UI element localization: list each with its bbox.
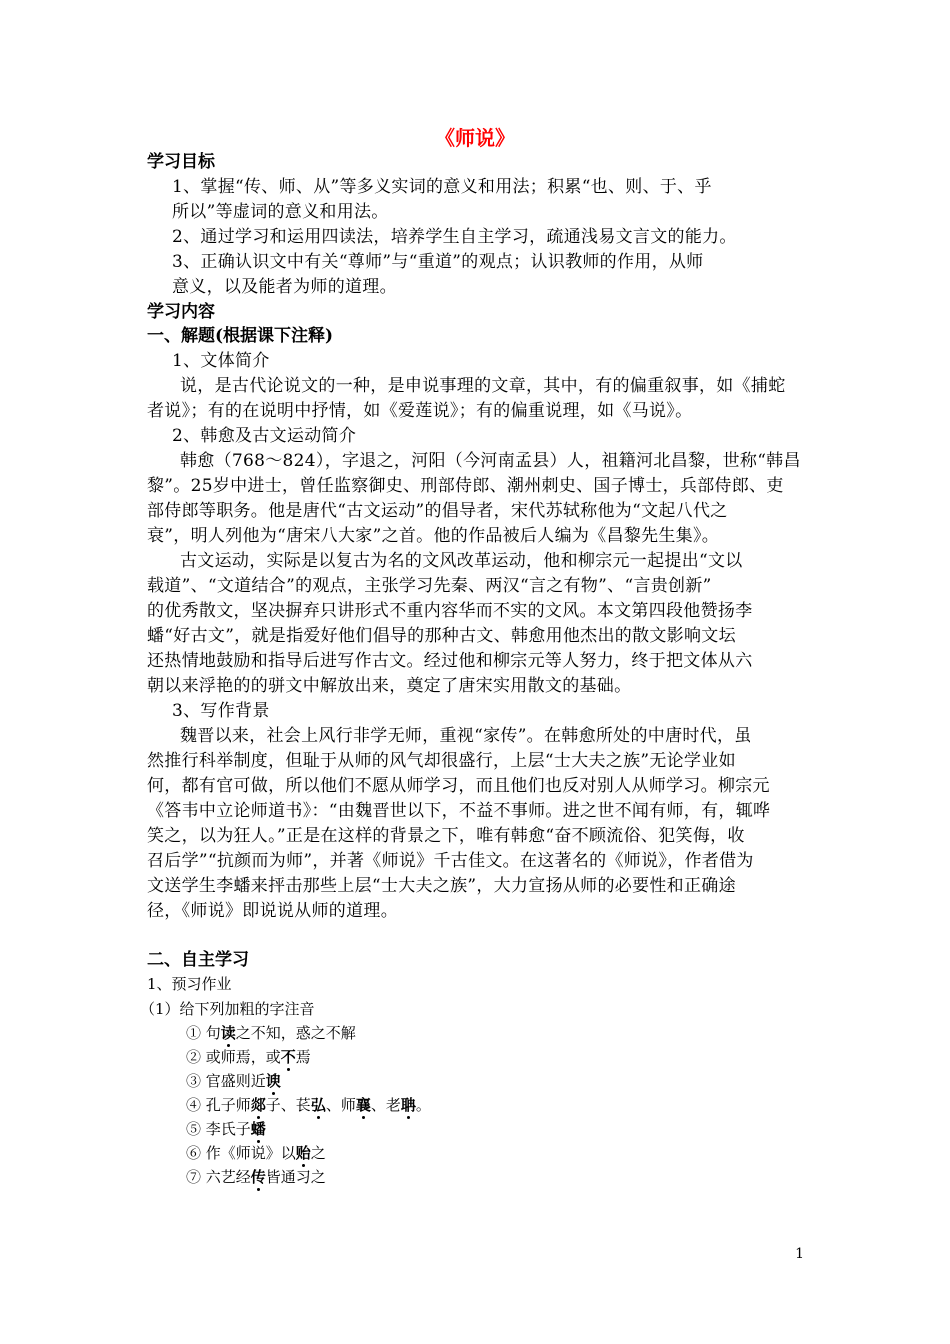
item-text: 子、苌 bbox=[265, 1096, 311, 1114]
paragraph-line: 者说》；有的在说明中抒情，如《爱莲说》；有的偏重说理，如《马说》。 bbox=[147, 401, 693, 421]
emphasized-character: 蟠 bbox=[250, 1120, 266, 1138]
emphasized-character: 读 bbox=[220, 1024, 236, 1042]
goal-2: 2、通过学习和运用四读法，培养学生自主学习，疏通浅易文言文的能力。 bbox=[172, 227, 737, 247]
paragraph-line: 何，都有官可做，所以他们不愿从师学习，而且他们也反对别人从师学习。柳宗元 bbox=[147, 776, 770, 796]
goal-3-line-2: 意义，以及能者为师的道理。 bbox=[172, 277, 397, 297]
paragraph-line: 载道”、“文道结合”的观点，主张学习先秦、两汉“言之有物”、“言贵创新” bbox=[147, 576, 712, 596]
item-text: ③ 官盛则近 bbox=[186, 1072, 266, 1090]
item-text: ② 或师焉，或 bbox=[186, 1048, 281, 1066]
emphasized-character: 传 bbox=[250, 1168, 266, 1186]
item-text: ⑤ 李氏子 bbox=[186, 1120, 251, 1138]
goals-heading: 学习目标 bbox=[147, 152, 215, 172]
emphasized-character: 弘 bbox=[310, 1096, 326, 1114]
paragraph-line: 古文运动，实际是以复古为名的文风改革运动，他和柳宗元一起提出“文以 bbox=[180, 551, 743, 571]
paragraph-line: 文送学生李蟠来抨击那些上层“士大夫之族”，大力宣扬从师的必要性和正确途 bbox=[147, 876, 736, 896]
emphasized-character: 郯 bbox=[250, 1096, 266, 1114]
paragraph-line: 衰”，明人列他为“唐宋八大家”之首。他的作品被后人编为《昌黎先生集》。 bbox=[147, 526, 720, 546]
subsection-3-heading: 3、写作背景 bbox=[172, 701, 270, 721]
subsection-1-heading: 1、文体简介 bbox=[172, 351, 270, 371]
paragraph-line: 然推行科举制度，但耻于从师的风气却很盛行，上层“士大夫之族”无论学业如 bbox=[147, 751, 736, 771]
page-number: 1 bbox=[795, 1246, 804, 1262]
preview-heading: 1、预习作业 bbox=[147, 975, 232, 993]
item-text: ④ 孔子师 bbox=[186, 1096, 251, 1114]
paragraph-line: 部侍郎等职务。他是唐代“古文运动”的倡导者，宋代苏轼称他为“文起八代之 bbox=[147, 501, 728, 521]
emphasized-character: 不 bbox=[280, 1048, 296, 1066]
paragraph-line: 《答韦中立论师道书》：“由魏晋世以下，不益不事师。进之世不闻有师，有，辄哗 bbox=[147, 801, 771, 821]
item-text: ⑥ 作《师说》以 bbox=[186, 1144, 296, 1162]
paragraph-line: 的优秀散文，坚决摒弃只讲形式不重内容华而不实的文风。本文第四段他赞扬李 bbox=[147, 601, 753, 621]
emphasized-character: 聃 bbox=[400, 1096, 416, 1114]
paragraph-line: 蟠“好古文”，就是指爱好他们倡导的那种古文、韩愈用他杰出的散文影响文坛 bbox=[147, 626, 736, 646]
subsection-2-heading: 2、韩愈及古文运动简介 bbox=[172, 426, 357, 446]
document-title: 《师说》 bbox=[435, 126, 515, 150]
section-1-heading: 一、解题(根据课下注释) bbox=[147, 326, 334, 346]
pronunciation-item bbox=[186, 1046, 311, 1068]
pronunciation-item bbox=[186, 1070, 281, 1092]
emphasized-character: 贻 bbox=[295, 1144, 311, 1162]
paragraph-line: 笑之，以为狂人。”正是在这样的背景之下，唯有韩愈“奋不顾流俗、犯笑侮，收 bbox=[147, 826, 745, 846]
pronunciation-item bbox=[186, 1166, 326, 1188]
item-text: 焉 bbox=[295, 1048, 311, 1066]
paragraph-line: 还热情地鼓励和指导后进写作古文。经过他和柳宗元等人努力，终于把文体从六 bbox=[147, 651, 753, 671]
paragraph-line: 黎”。25岁中进士，曾任监察御史、刑部侍郎、潮州刺史、国子博士，兵部侍郎、吏 bbox=[147, 476, 784, 496]
pronunciation-item bbox=[186, 1094, 431, 1116]
item-text: 之不知，惑之不解 bbox=[235, 1024, 356, 1042]
emphasized-character: 襄 bbox=[355, 1096, 371, 1114]
item-text: 。 bbox=[415, 1096, 431, 1114]
pronunciation-item bbox=[186, 1142, 326, 1164]
paragraph-line: 径，《师说》即说说从师的道理。 bbox=[147, 901, 398, 921]
paragraph-line: 魏晋以来，社会上风行非学无师，重视“家传”。在韩愈所处的中唐时代，虽 bbox=[180, 726, 752, 746]
paragraph-line: 召后学”“抗颜而为师”，并著《师说》千古佳文。在这著名的《师说》，作者借为 bbox=[147, 851, 754, 871]
pronunciation-item bbox=[186, 1022, 356, 1044]
pronunciation-item bbox=[186, 1118, 266, 1140]
goal-1-line-1: 1、掌握“传、师、从”等多义实词的意义和用法；积累“也、则、于、乎 bbox=[172, 177, 712, 197]
question-1: （1）给下列加粗的字注音 bbox=[140, 1000, 315, 1018]
goal-3-line-1: 3、正确认识文中有关“尊师”与“重道”的观点；认识教师的作用，从师 bbox=[172, 252, 704, 272]
content-heading: 学习内容 bbox=[147, 302, 215, 322]
goal-1-line-2: 所以”等虚词的意义和用法。 bbox=[172, 202, 389, 222]
paragraph-line: 说，是古代论说文的一种，是申说事理的文章，其中，有的偏重叙事，如《捕蛇 bbox=[180, 376, 786, 396]
item-text: 之 bbox=[310, 1144, 326, 1162]
item-text: ① 句 bbox=[186, 1024, 221, 1042]
item-text: 、师 bbox=[325, 1096, 356, 1114]
emphasized-character: 谀 bbox=[265, 1072, 281, 1090]
section-2-heading: 二、自主学习 bbox=[147, 950, 249, 970]
item-text: 、老 bbox=[370, 1096, 401, 1114]
paragraph-line: 韩愈（768～824），字退之，河阳（今河南孟县）人，祖籍河北昌黎，世称“韩昌 bbox=[180, 451, 801, 471]
item-text: 皆通习之 bbox=[265, 1168, 326, 1186]
item-text: ⑦ 六艺经 bbox=[186, 1168, 251, 1186]
paragraph-line: 朝以来浮艳的的骈文中解放出来，奠定了唐宋实用散文的基础。 bbox=[147, 676, 632, 696]
